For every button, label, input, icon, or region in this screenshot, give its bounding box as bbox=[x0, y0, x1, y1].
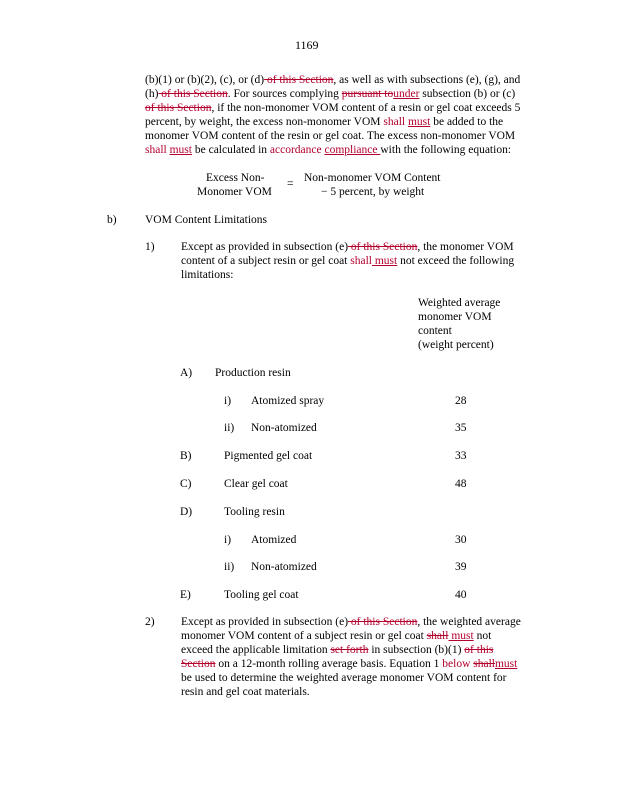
table-header-line: content bbox=[418, 325, 452, 337]
row-d1-value: 30 bbox=[455, 534, 467, 546]
row-a-text: Production resin bbox=[215, 367, 291, 379]
intro-line-4: percent, by weight, the excess non-monomer VOM shall must be added to the bbox=[145, 116, 504, 128]
row-e-label: E) bbox=[180, 589, 191, 601]
item-2-line-1: Except as provided in subsection (e) of this Section, the weighted average bbox=[181, 616, 521, 628]
equation-equals: = bbox=[287, 178, 294, 190]
table-header-line: (weight percent) bbox=[418, 339, 494, 351]
row-b-label: B) bbox=[180, 450, 192, 462]
row-d-text: Tooling resin bbox=[224, 506, 285, 518]
row-a2-label: ii) bbox=[224, 422, 235, 434]
table-header-line: monomer VOM bbox=[418, 311, 492, 323]
equation-rhs-line-1: Non-monomer VOM Content bbox=[304, 172, 441, 184]
item-2-label: 2) bbox=[145, 616, 155, 628]
intro-line-5: monomer VOM content of the resin or gel coat. The excess non-monomer VOM bbox=[145, 130, 516, 142]
item-1-line-2: content of a subject resin or gel coat shall must not exceed the following bbox=[181, 255, 515, 267]
table-header-line: Weighted average bbox=[418, 297, 501, 309]
item-2-line-2: monomer VOM content of a subject resin or gel coat shall must not bbox=[181, 630, 492, 642]
row-a2-value: 35 bbox=[455, 422, 467, 434]
item-2-line-5: be used to determine the weighted average monomer VOM content for bbox=[181, 672, 507, 684]
row-b-value: 33 bbox=[455, 450, 467, 462]
row-a2-text: Non-atomized bbox=[251, 422, 317, 434]
row-c-value: 48 bbox=[455, 478, 467, 490]
row-b-text: Pigmented gel coat bbox=[224, 450, 313, 462]
row-d2-text: Non-atomized bbox=[251, 561, 317, 573]
intro-line-6: shall must be calculated in accordance compliance with the following equation: bbox=[145, 144, 512, 156]
intro-line-2: (h) of this Section. For sources complying pursuant tounder subsection (b) or (c) bbox=[145, 88, 516, 100]
row-c-label: C) bbox=[180, 478, 192, 490]
item-2-line-3: exceed the applicable limitation set forth in subsection (b)(1) of this bbox=[181, 644, 494, 656]
section-b-title: VOM Content Limitations bbox=[145, 214, 268, 226]
row-a-label: A) bbox=[180, 367, 193, 379]
item-1-paragraph bbox=[181, 240, 514, 282]
row-d2-value: 39 bbox=[455, 561, 467, 573]
intro-line-1: (b)(1) or (b)(2), (c), or (d) of this Section, as well as with subsections (e), (g), and bbox=[145, 74, 521, 86]
row-a1-value: 28 bbox=[455, 395, 467, 407]
page-number: 1169 bbox=[295, 38, 319, 52]
item-1-line-3: limitations: bbox=[181, 269, 234, 281]
section-b-label: b) bbox=[107, 214, 117, 226]
item-2-paragraph bbox=[181, 615, 521, 699]
equation-lhs-line-1: Excess Non- bbox=[206, 172, 265, 184]
row-d1-label: i) bbox=[224, 534, 232, 546]
row-e-text: Tooling gel coat bbox=[224, 589, 299, 601]
row-c-text: Clear gel coat bbox=[224, 478, 288, 490]
row-d-label: D) bbox=[180, 506, 193, 518]
row-d1-text: Atomized bbox=[251, 534, 297, 546]
item-2-line-6: resin and gel coat materials. bbox=[181, 686, 310, 698]
equation-lhs-line-2: Monomer VOM bbox=[197, 186, 272, 198]
item-2-line-4: Section on a 12-month rolling average basis. Equation 1 below shallmust bbox=[181, 658, 518, 670]
row-d2-label: ii) bbox=[224, 561, 235, 573]
row-e-value: 40 bbox=[455, 589, 467, 601]
table-header bbox=[418, 296, 500, 352]
row-a1-label: i) bbox=[224, 395, 232, 407]
intro-line-3: of this Section, if the non-monomer VOM content of a resin or gel coat exceeds 5 bbox=[145, 102, 521, 114]
row-a1-text: Atomized spray bbox=[251, 395, 325, 407]
item-1-line-1: Except as provided in subsection (e) of this Section, the monomer VOM bbox=[181, 241, 514, 253]
equation-rhs-line-2: − 5 percent, by weight bbox=[321, 186, 425, 198]
intro-paragraph bbox=[145, 73, 520, 157]
item-1-label: 1) bbox=[145, 241, 155, 253]
